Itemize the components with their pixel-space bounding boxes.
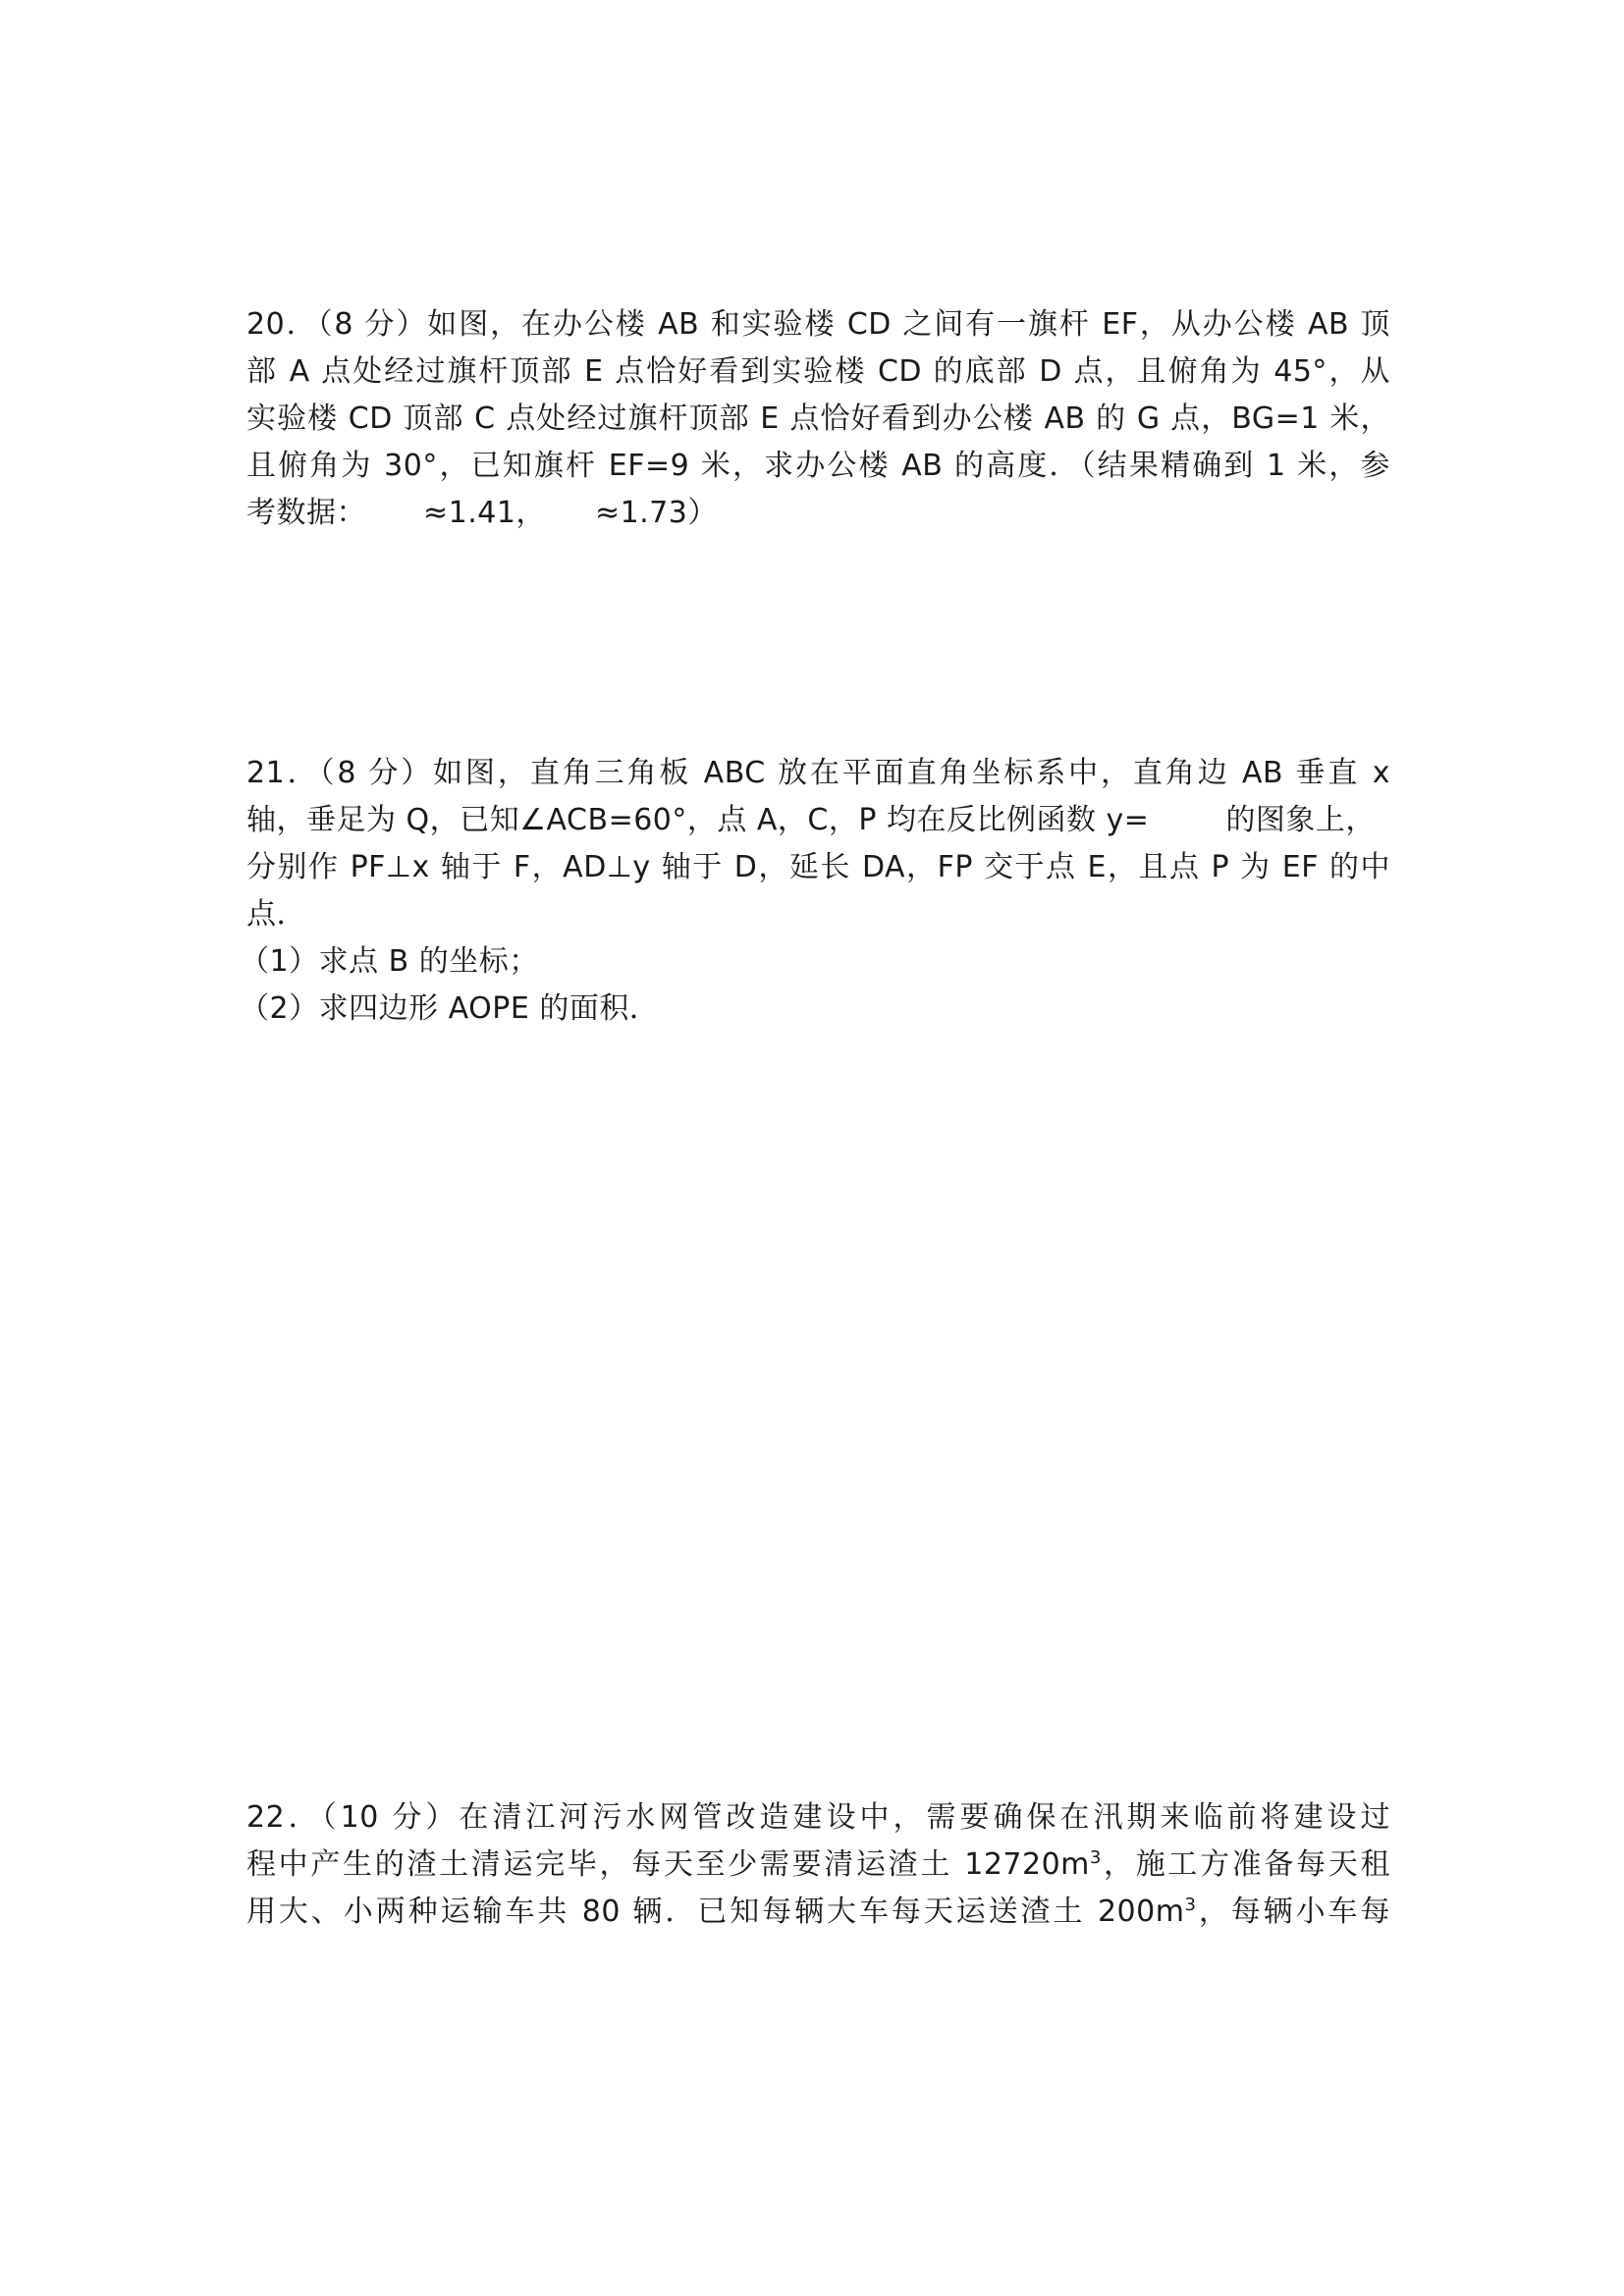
q20-line-4: 且俯角为 30°，已知旗杆 EF=9 米，求办公楼 AB 的高度．（结果精确到 1 米，参	[246, 449, 1390, 483]
q22-line-3	[246, 1893, 1390, 1932]
q22-line-2-superscript: 3	[1089, 1847, 1102, 1868]
q20-ref-sqrt2-value: ≈1.41，	[423, 496, 546, 530]
q20-reference-data	[246, 494, 718, 533]
q21-line-2-text-b: 的图象上，	[1225, 803, 1376, 837]
q21-part-1: （1）求点 B 的坐标；	[240, 944, 539, 979]
q22-line-2	[246, 1845, 1390, 1885]
q22-line-2-text-a: 程中产生的渣土清运完毕，每天至少需要清运渣土 12720m	[246, 1847, 1090, 1882]
q21-part-2: （2）求四边形 AOPE 的面积．	[240, 991, 660, 1026]
q21-line-2	[246, 801, 1376, 840]
q20-line-3: 实验楼 CD 顶部 C 点处经过旗杆顶部 E 点恰好看到办公楼 AB 的 G 点，BG=1 米，	[246, 401, 1390, 436]
q21-line-4: 点．	[246, 897, 306, 932]
q21-line-3: 分别作 PF⊥x 轴于 F，AD⊥y 轴于 D，延长 DA，FP 交于点 E，且点 P 为 EF 的中	[246, 850, 1390, 884]
q20-line-2: 部 A 点处经过旗杆顶部 E 点恰好看到实验楼 CD 的底部 D 点，且俯角为 45°，从	[246, 354, 1390, 389]
q21-line-2-text-a: 轴，垂足为 Q，已知∠ACB=60°，点 A，C，P 均在反比例函数 y=	[246, 803, 1150, 837]
q22-line-3-text-b: ，每辆小车每	[1196, 1895, 1390, 1929]
q20-line-1: 20．（8 分）如图，在办公楼 AB 和实验楼 CD 之间有一旗杆 EF，从办公楼 AB 顶	[246, 307, 1390, 342]
q20-ref-prefix: 考数据：	[246, 496, 366, 530]
q22-line-2-text-b: ，施工方准备每天租	[1101, 1847, 1391, 1882]
q22-line-3-superscript: 3	[1184, 1895, 1197, 1915]
q22-line-1: 22．（10 分）在清江河污水网管改造建设中，需要确保在汛期来临前将建设过	[246, 1800, 1390, 1835]
q22-line-3-text-a: 用大、小两种运输车共 80 辆．已知每辆大车每天运送渣土 200m	[246, 1895, 1185, 1929]
q21-line-1: 21．（8 分）如图，直角三角板 ABC 放在平面直角坐标系中，直角边 AB 垂直 x	[246, 756, 1390, 790]
q20-ref-sqrt3-value: ≈1.73）	[594, 496, 718, 530]
